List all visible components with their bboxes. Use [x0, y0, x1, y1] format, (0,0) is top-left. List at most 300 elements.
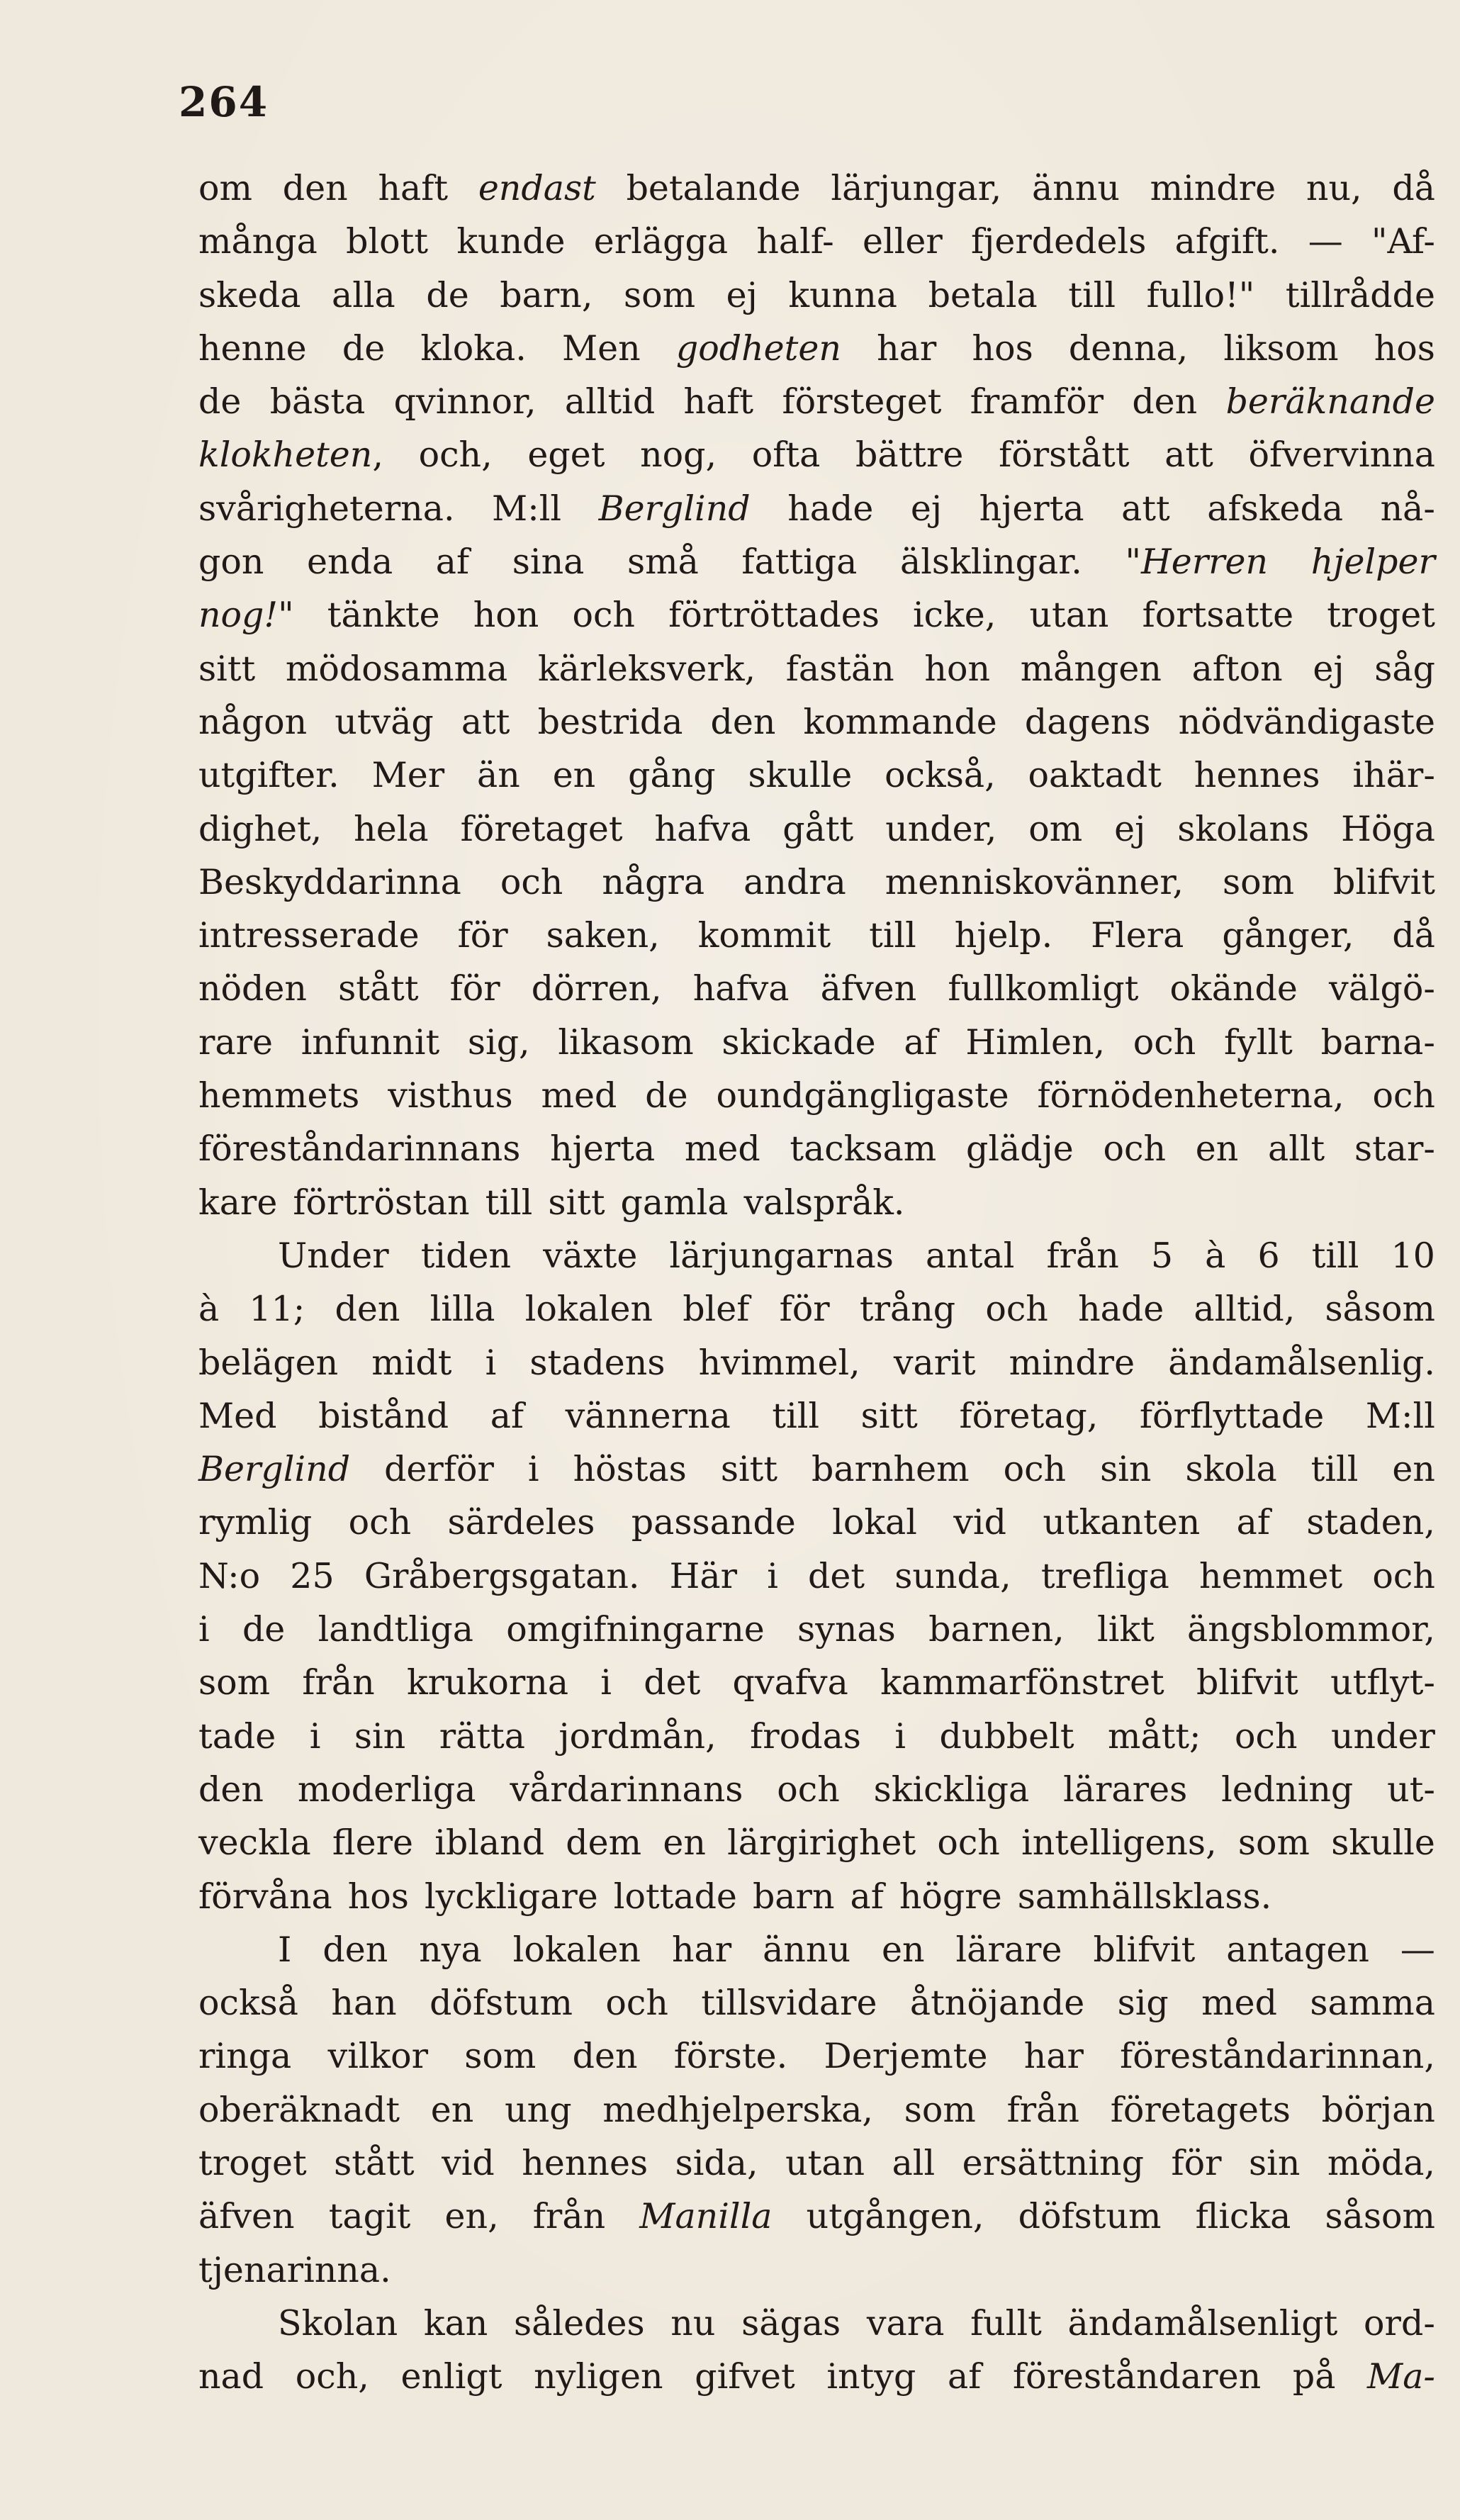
- word: mödosamma: [285, 648, 508, 689]
- word: skolans: [1177, 808, 1310, 849]
- word: växte: [543, 1235, 638, 1276]
- word: samma: [1310, 1983, 1435, 2024]
- word: Berglind: [598, 488, 751, 529]
- word: Flera: [1091, 915, 1184, 956]
- word: för: [457, 915, 508, 956]
- text-line: [198, 856, 1435, 909]
- word: kommande: [803, 701, 997, 742]
- word: beräknande: [1225, 381, 1435, 422]
- word: ringa: [198, 2036, 292, 2077]
- word: klokheten,: [198, 435, 383, 476]
- text-line: [198, 2297, 1435, 2350]
- word: troget: [198, 2142, 307, 2183]
- word: sig,: [467, 1021, 530, 1063]
- text-line: [198, 2190, 1435, 2243]
- word: barna-: [1320, 1021, 1435, 1063]
- text-line: [198, 2083, 1435, 2137]
- word: att: [1121, 488, 1170, 529]
- word: Manilla: [639, 2196, 773, 2237]
- word: mått;: [1108, 1715, 1201, 1757]
- word: under,: [885, 808, 997, 849]
- word: sida,: [675, 2142, 758, 2183]
- word: förtröttades: [668, 595, 880, 636]
- word: lyckligare: [424, 1876, 598, 1917]
- word: Mer: [371, 755, 445, 796]
- text-line: [198, 428, 1435, 481]
- word: äfven: [820, 968, 917, 1009]
- word: staden,: [1306, 1502, 1435, 1543]
- word: till: [869, 915, 916, 956]
- word: en: [881, 1929, 925, 1970]
- word: ändamålsenlig.: [1168, 1342, 1435, 1383]
- word: denna,: [1068, 327, 1189, 369]
- word: landtliga: [318, 1609, 474, 1650]
- word: Derjemte: [824, 2036, 988, 2077]
- word: skeda: [198, 274, 301, 315]
- word: en: [1392, 1449, 1435, 1490]
- word: intyg: [826, 2356, 916, 2397]
- word: synas: [797, 1609, 896, 1650]
- word: hjerta: [550, 1129, 656, 1170]
- word: vid: [442, 2142, 495, 2183]
- word: utväg: [335, 701, 434, 742]
- word: en: [1195, 1129, 1239, 1170]
- word: i: [894, 1715, 906, 1757]
- word: haft: [683, 381, 754, 422]
- word: döfstum: [429, 1983, 573, 2024]
- word: Gråbergsgatan.: [364, 1555, 640, 1596]
- word: lärare: [955, 1929, 1062, 1970]
- word: all: [892, 2142, 936, 2183]
- text-line: [198, 1550, 1435, 1603]
- word: en,: [444, 2196, 499, 2237]
- text-line: [198, 482, 1435, 535]
- word: nu,: [1305, 168, 1362, 208]
- word: af: [850, 1876, 884, 1917]
- word: ännu: [763, 1929, 851, 1970]
- word: den: [710, 701, 776, 742]
- word: hos: [1374, 327, 1435, 369]
- word: barn: [752, 1876, 835, 1917]
- word: alla: [331, 274, 395, 315]
- text-line: [198, 269, 1435, 322]
- word: sig: [1117, 1983, 1169, 2024]
- word: skickliga: [873, 1769, 1030, 1810]
- word: afgift.: [1174, 221, 1280, 262]
- word: och: [348, 1502, 412, 1543]
- word: ej: [726, 274, 758, 315]
- word: vårdarinnans: [510, 1769, 743, 1810]
- word: qvinnor,: [393, 381, 537, 422]
- word: midt: [371, 1342, 452, 1383]
- word: blott: [346, 221, 429, 262]
- word: N:o: [198, 1555, 261, 1596]
- word: dagens: [1024, 701, 1151, 742]
- text-line: [198, 1870, 1435, 1923]
- word: under: [1331, 1715, 1435, 1757]
- word: älsklingar.: [900, 542, 1082, 583]
- word: vid: [953, 1502, 1006, 1543]
- word: oundgängligaste: [716, 1075, 1009, 1116]
- word: har: [877, 327, 937, 369]
- word: hon: [473, 595, 539, 636]
- word: högre: [899, 1876, 1002, 1917]
- word: för: [1171, 2142, 1222, 2183]
- word: med: [684, 1129, 760, 1170]
- word: lokal: [832, 1502, 917, 1543]
- word: gifvet: [695, 2356, 795, 2397]
- word: öfvervinna: [1248, 435, 1435, 476]
- word: många: [198, 221, 318, 262]
- word: kommit: [697, 915, 831, 956]
- word: qvafva: [732, 1662, 848, 1703]
- word: som: [1237, 1822, 1310, 1864]
- word: kärleksverk,: [537, 648, 756, 689]
- word: likasom: [558, 1021, 694, 1063]
- word: utan: [1029, 595, 1109, 636]
- word: flere: [332, 1822, 414, 1864]
- word: för: [449, 968, 500, 1009]
- word: några: [602, 861, 705, 902]
- word: i: [309, 1715, 321, 1757]
- word: förste.: [673, 2036, 788, 2077]
- word: lokalen: [524, 1289, 653, 1330]
- word: stått: [334, 2142, 415, 2183]
- word: för: [779, 1289, 830, 1330]
- word: trång: [859, 1289, 956, 1330]
- text-line: [198, 909, 1435, 962]
- word: fullt: [970, 2302, 1042, 2343]
- word: blifvit: [1333, 861, 1435, 902]
- word: som: [623, 274, 696, 315]
- word: särdeles: [447, 1502, 595, 1543]
- word: har: [671, 1929, 732, 1970]
- word: infunnit: [301, 1021, 440, 1063]
- word: hos: [972, 327, 1033, 369]
- text-line: [198, 749, 1435, 802]
- word: som: [464, 2036, 537, 2077]
- word: hade: [1078, 1289, 1164, 1330]
- word: från: [532, 2196, 606, 2237]
- word: de: [342, 327, 386, 369]
- word: antagen: [1226, 1929, 1369, 1970]
- word: såg: [1374, 648, 1435, 689]
- word: barnhem: [812, 1449, 970, 1490]
- word: som: [198, 1662, 271, 1703]
- word: ibland: [434, 1822, 545, 1864]
- word: om: [198, 168, 252, 208]
- word: ej: [1313, 648, 1344, 689]
- word: oaktadt: [1028, 755, 1162, 796]
- word: dubbelt: [939, 1715, 1074, 1757]
- word: henne: [198, 327, 307, 369]
- word: menniskovänner,: [885, 861, 1184, 902]
- word: framför: [970, 381, 1104, 422]
- word: Beskyddarinna: [198, 861, 461, 902]
- word: försteget: [782, 381, 942, 422]
- word: ledning: [1221, 1769, 1354, 1810]
- word: ihär-: [1352, 755, 1435, 796]
- word: mången: [1020, 648, 1162, 689]
- word: fortsatte: [1142, 595, 1294, 636]
- word: nå-: [1380, 488, 1435, 529]
- word: fattiga: [741, 542, 858, 583]
- text-line: [198, 1763, 1435, 1816]
- word: intresserade: [198, 915, 420, 956]
- word: blef: [683, 1289, 750, 1330]
- word: lilla: [429, 1289, 495, 1330]
- word: de: [198, 381, 242, 422]
- word: förnödenheterna,: [1037, 1075, 1344, 1116]
- text-line: [198, 375, 1435, 428]
- body-text: [198, 162, 1435, 2403]
- word: fullo!": [1146, 274, 1255, 315]
- word: skola: [1185, 1449, 1277, 1490]
- word: hela: [354, 808, 429, 849]
- word: en: [552, 755, 596, 796]
- word: i: [600, 1662, 612, 1703]
- word: gånger,: [1222, 915, 1354, 956]
- word: blifvit: [1196, 1662, 1298, 1703]
- word: Under: [278, 1235, 389, 1276]
- word: nödvändigaste: [1178, 701, 1435, 742]
- word: och: [777, 1769, 840, 1810]
- word: mindre: [1150, 168, 1276, 208]
- word: kloka.: [420, 327, 527, 369]
- word: liksom: [1223, 327, 1339, 369]
- word: ej: [1114, 808, 1146, 849]
- word: nad: [198, 2356, 264, 2397]
- word: ung: [505, 2089, 572, 2130]
- word: början: [1321, 2089, 1435, 2130]
- word: "Af-: [1371, 221, 1435, 262]
- word: föreståndarinnans: [198, 1129, 521, 1170]
- word: tillsvidare: [701, 1983, 877, 2024]
- word: till: [485, 1182, 533, 1223]
- word: välgö-: [1328, 968, 1435, 1009]
- word: i: [767, 1555, 778, 1596]
- word: sina: [512, 542, 585, 583]
- word: från: [1006, 2089, 1079, 2130]
- word: och: [1133, 1021, 1196, 1063]
- word: ersättning: [962, 2142, 1144, 2183]
- word: flicka: [1195, 2196, 1291, 2237]
- text-line: [198, 1496, 1435, 1549]
- text-line: [198, 588, 1435, 642]
- word: fullkomligt: [948, 968, 1139, 1009]
- word: blifvit: [1093, 1929, 1196, 1970]
- word: hafva: [692, 968, 790, 1009]
- word: stadens: [529, 1342, 666, 1383]
- word: föreståndarinnan,: [1120, 2036, 1435, 2077]
- word: vännerna: [565, 1395, 731, 1436]
- text-line: [198, 642, 1435, 695]
- word: krukorna: [406, 1662, 569, 1703]
- word: alltid,: [1194, 1289, 1296, 1330]
- word: och: [985, 1289, 1048, 1330]
- word: Skolan: [278, 2302, 398, 2343]
- word: föreståndaren: [1012, 2356, 1262, 2397]
- word: till: [1310, 1449, 1359, 1490]
- word: barn,: [500, 274, 593, 315]
- word: hafva: [654, 808, 751, 849]
- word: sin: [1100, 1449, 1152, 1490]
- text-line: [198, 1603, 1435, 1656]
- word: 5: [1150, 1235, 1174, 1276]
- word: skulle: [748, 755, 853, 796]
- word: sitt: [860, 1395, 918, 1436]
- word: eller: [863, 221, 943, 262]
- word: den: [198, 1769, 264, 1810]
- word: saken,: [546, 915, 660, 956]
- word: nya: [419, 1929, 482, 1970]
- word: det: [644, 1662, 701, 1703]
- word: till: [772, 1395, 820, 1436]
- word: Himlen,: [965, 1021, 1106, 1063]
- word: hemmets: [198, 1075, 360, 1116]
- word: tjenarinna.: [198, 2249, 391, 2290]
- word: också: [198, 1983, 298, 2024]
- word: allt: [1267, 1129, 1325, 1170]
- word: fastän: [785, 648, 894, 689]
- word: hade: [787, 488, 874, 529]
- text-line: [198, 2350, 1435, 2403]
- word: hjelper: [1310, 542, 1435, 583]
- word: medhjelperska,: [602, 2089, 873, 2130]
- word: kare: [198, 1182, 278, 1223]
- word: utgifter.: [198, 755, 339, 796]
- word: kunde: [456, 221, 566, 262]
- word: och: [1372, 1075, 1435, 1116]
- word: af: [904, 1021, 938, 1063]
- word: utkanten: [1043, 1502, 1201, 1543]
- word: M:ll: [492, 488, 562, 529]
- word: derför: [384, 1449, 494, 1490]
- word: som: [904, 2089, 976, 2130]
- word: nöden: [198, 968, 307, 1009]
- word: ofta: [751, 435, 821, 476]
- word: Ma-: [1367, 2356, 1435, 2397]
- word: äfven: [198, 2196, 295, 2237]
- word: att: [1164, 435, 1213, 476]
- word: än: [477, 755, 520, 796]
- text-line: [198, 1443, 1435, 1496]
- word: vara: [866, 2302, 945, 2343]
- word: och: [1003, 1449, 1067, 1490]
- word: vilkor: [327, 2036, 429, 2077]
- word: hos: [347, 1876, 409, 1917]
- text-line: [198, 962, 1435, 1015]
- word: endast: [478, 168, 596, 208]
- word: hjerta: [979, 488, 1084, 529]
- word: någon: [198, 701, 308, 742]
- word: dörren,: [531, 968, 662, 1009]
- word: och,: [295, 2356, 369, 2397]
- word: om: [1028, 808, 1083, 849]
- word: och,: [418, 435, 493, 476]
- word: belägen: [198, 1342, 339, 1383]
- word: från: [302, 1662, 375, 1703]
- word: moderliga: [297, 1769, 476, 1810]
- word: sin: [1249, 2142, 1301, 2183]
- word: frodas: [750, 1715, 861, 1757]
- word: passande: [631, 1502, 796, 1543]
- word: af: [435, 542, 470, 583]
- word: Med: [198, 1395, 277, 1436]
- word: ängsblommor,: [1187, 1609, 1435, 1650]
- word: företaget: [460, 808, 623, 849]
- word: fyllt: [1224, 1021, 1293, 1063]
- word: samhällsklass.: [1017, 1876, 1272, 1917]
- word: företagets: [1110, 2089, 1291, 2130]
- text-line: [198, 1336, 1435, 1389]
- text-line: [198, 1016, 1435, 1069]
- text-line: [198, 1816, 1435, 1869]
- word: bästa: [269, 381, 366, 422]
- word: lärjungar,: [831, 168, 1002, 208]
- word: ännu: [1032, 168, 1120, 208]
- word: dem: [566, 1822, 642, 1864]
- word: och: [1235, 1715, 1298, 1757]
- word: rare: [198, 1021, 274, 1063]
- word: kammarfönstret: [880, 1662, 1164, 1703]
- word: lokalen: [512, 1929, 641, 1970]
- word: okände: [1169, 968, 1298, 1009]
- word: dighet,: [198, 808, 322, 849]
- word: rätta: [439, 1715, 525, 1757]
- word: lärares: [1063, 1769, 1188, 1810]
- word: sin: [354, 1715, 406, 1757]
- text-line: [198, 322, 1435, 375]
- word: à: [1205, 1235, 1226, 1276]
- word: gamla: [620, 1182, 729, 1223]
- word: hvimmel,: [698, 1342, 860, 1383]
- word: afskeda: [1207, 488, 1344, 529]
- word: företag,: [959, 1395, 1099, 1436]
- word: med: [1201, 1983, 1278, 2024]
- word: såsom: [1325, 1289, 1435, 1330]
- text-line: [198, 535, 1435, 588]
- word: från: [1046, 1235, 1119, 1276]
- word: Höga: [1341, 808, 1435, 849]
- word: I: [278, 1929, 292, 1970]
- word: tagit: [328, 2196, 411, 2237]
- word: nyligen: [534, 2356, 663, 2397]
- word: de: [645, 1075, 688, 1116]
- word: betala: [928, 274, 1038, 315]
- word: sunda,: [894, 1555, 1011, 1596]
- word: förtröstan: [293, 1182, 470, 1223]
- text-line: [198, 162, 1435, 215]
- word: svårigheterna.: [198, 488, 455, 529]
- word: bistånd: [318, 1395, 449, 1436]
- word: gon: [198, 542, 264, 583]
- word: lärgirighet: [727, 1822, 916, 1864]
- word: star-: [1354, 1129, 1435, 1170]
- word: afton: [1191, 648, 1283, 689]
- word: intelligens,: [1021, 1822, 1217, 1864]
- word: icke,: [912, 595, 996, 636]
- word: hemmet: [1199, 1555, 1343, 1596]
- text-line: [198, 1176, 1435, 1229]
- word: till: [1311, 1235, 1359, 1276]
- word: af: [947, 2356, 982, 2397]
- word: varit: [893, 1342, 976, 1383]
- word: nu: [670, 2302, 716, 2343]
- word: ändamålsenligt: [1067, 2302, 1338, 2343]
- word: sitt: [548, 1182, 605, 1223]
- word: små: [627, 542, 699, 583]
